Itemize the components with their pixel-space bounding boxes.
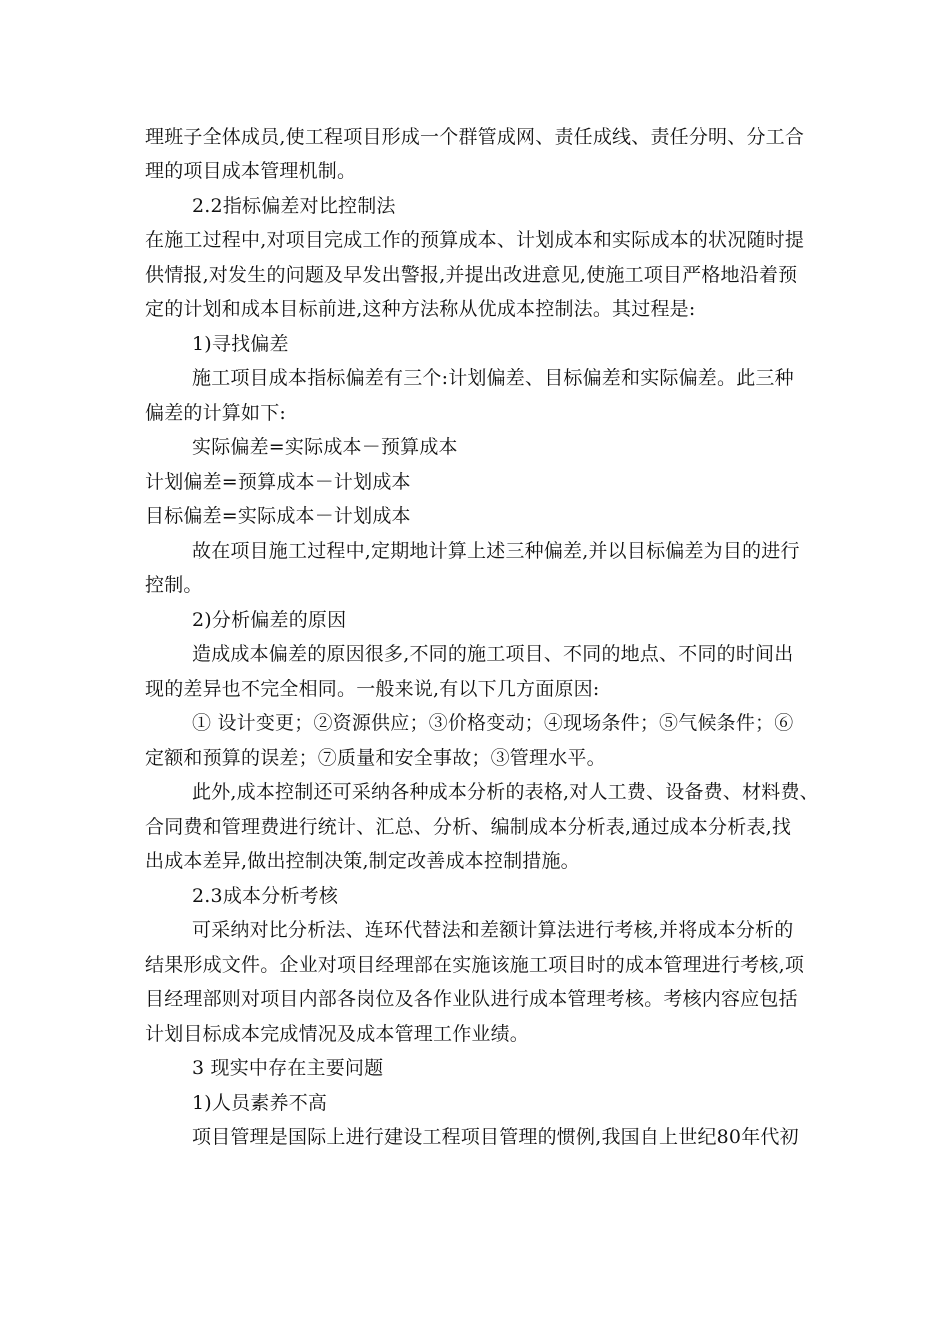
body-text-line: 结果形成文件。企业对项目经理部在实施该施工项目时的成本管理进行考核,项 bbox=[145, 954, 805, 976]
body-text-line: 理班子全体成员,使工程项目形成一个群管成网、责任成线、责任分明、分工合 bbox=[145, 126, 805, 148]
body-text-line: 定的计划和成本目标前进,这种方法称从优成本控制法。其过程是: bbox=[145, 298, 696, 320]
body-text-line: 供情报,对发生的问题及早发出警报,并提出改进意见,使施工项目严格地沿着预 bbox=[145, 264, 798, 286]
body-text-line: 目经理部则对项目内部各岗位及各作业队进行成本管理考核。考核内容应包括 bbox=[145, 988, 798, 1010]
formula-line: 目标偏差=实际成本－计划成本 bbox=[145, 505, 411, 527]
section-heading: 3 现实中存在主要问题 bbox=[192, 1057, 384, 1079]
body-text-line: 在施工过程中,对项目完成工作的预算成本、计划成本和实际成本的状况随时提 bbox=[145, 229, 805, 251]
body-text-line: 偏差的计算如下: bbox=[145, 402, 287, 424]
body-text-line: ① 设计变更；②资源供应；③价格变动；④现场条件；⑤气候条件；⑥ bbox=[192, 712, 794, 734]
body-text-line: 此外,成本控制还可采纳各种成本分析的表格,对人工费、设备费、材料费、 bbox=[192, 781, 819, 803]
body-text-line: 现的差异也不完全相同。一般来说,有以下几方面原因: bbox=[145, 678, 600, 700]
subsection-heading: 2)分析偏差的原因 bbox=[192, 609, 347, 631]
subsection-heading: 1)寻找偏差 bbox=[192, 333, 289, 355]
section-heading: 2.3成本分析考核 bbox=[192, 885, 339, 907]
formula-line: 实际偏差=实际成本－预算成本 bbox=[192, 436, 458, 458]
body-text-line: 施工项目成本指标偏差有三个:计划偏差、目标偏差和实际偏差。此三种 bbox=[192, 367, 794, 389]
body-text-line: 故在项目施工过程中,定期地计算上述三种偏差,并以目标偏差为目的进行 bbox=[192, 540, 800, 562]
formula-line: 计划偏差=预算成本－计划成本 bbox=[145, 471, 411, 493]
subsection-heading: 1)人员素养不高 bbox=[192, 1092, 328, 1114]
body-text-line: 造成成本偏差的原因很多,不同的施工项目、不同的地点、不同的时间出 bbox=[192, 643, 794, 665]
section-heading: 2.2指标偏差对比控制法 bbox=[192, 195, 396, 217]
body-text-line: 计划目标成本完成情况及成本管理工作业绩。 bbox=[145, 1023, 530, 1045]
body-text-line: 理的项目成本管理机制。 bbox=[145, 160, 357, 182]
body-text-line: 控制。 bbox=[145, 574, 203, 596]
body-text-line: 项目管理是国际上进行建设工程项目管理的惯例,我国自上世纪80年代初 bbox=[192, 1126, 799, 1148]
body-text-line: 定额和预算的误差；⑦质量和安全事故；③管理水平。 bbox=[145, 747, 606, 769]
body-text-line: 出成本差异,做出控制决策,制定改善成本控制措施。 bbox=[145, 850, 580, 872]
body-text-line: 可采纳对比分析法、连环代替法和差额计算法进行考核,并将成本分析的 bbox=[192, 919, 794, 941]
body-text-line: 合同费和管理费进行统计、汇总、分析、编制成本分析表,通过成本分析表,找 bbox=[145, 816, 792, 838]
